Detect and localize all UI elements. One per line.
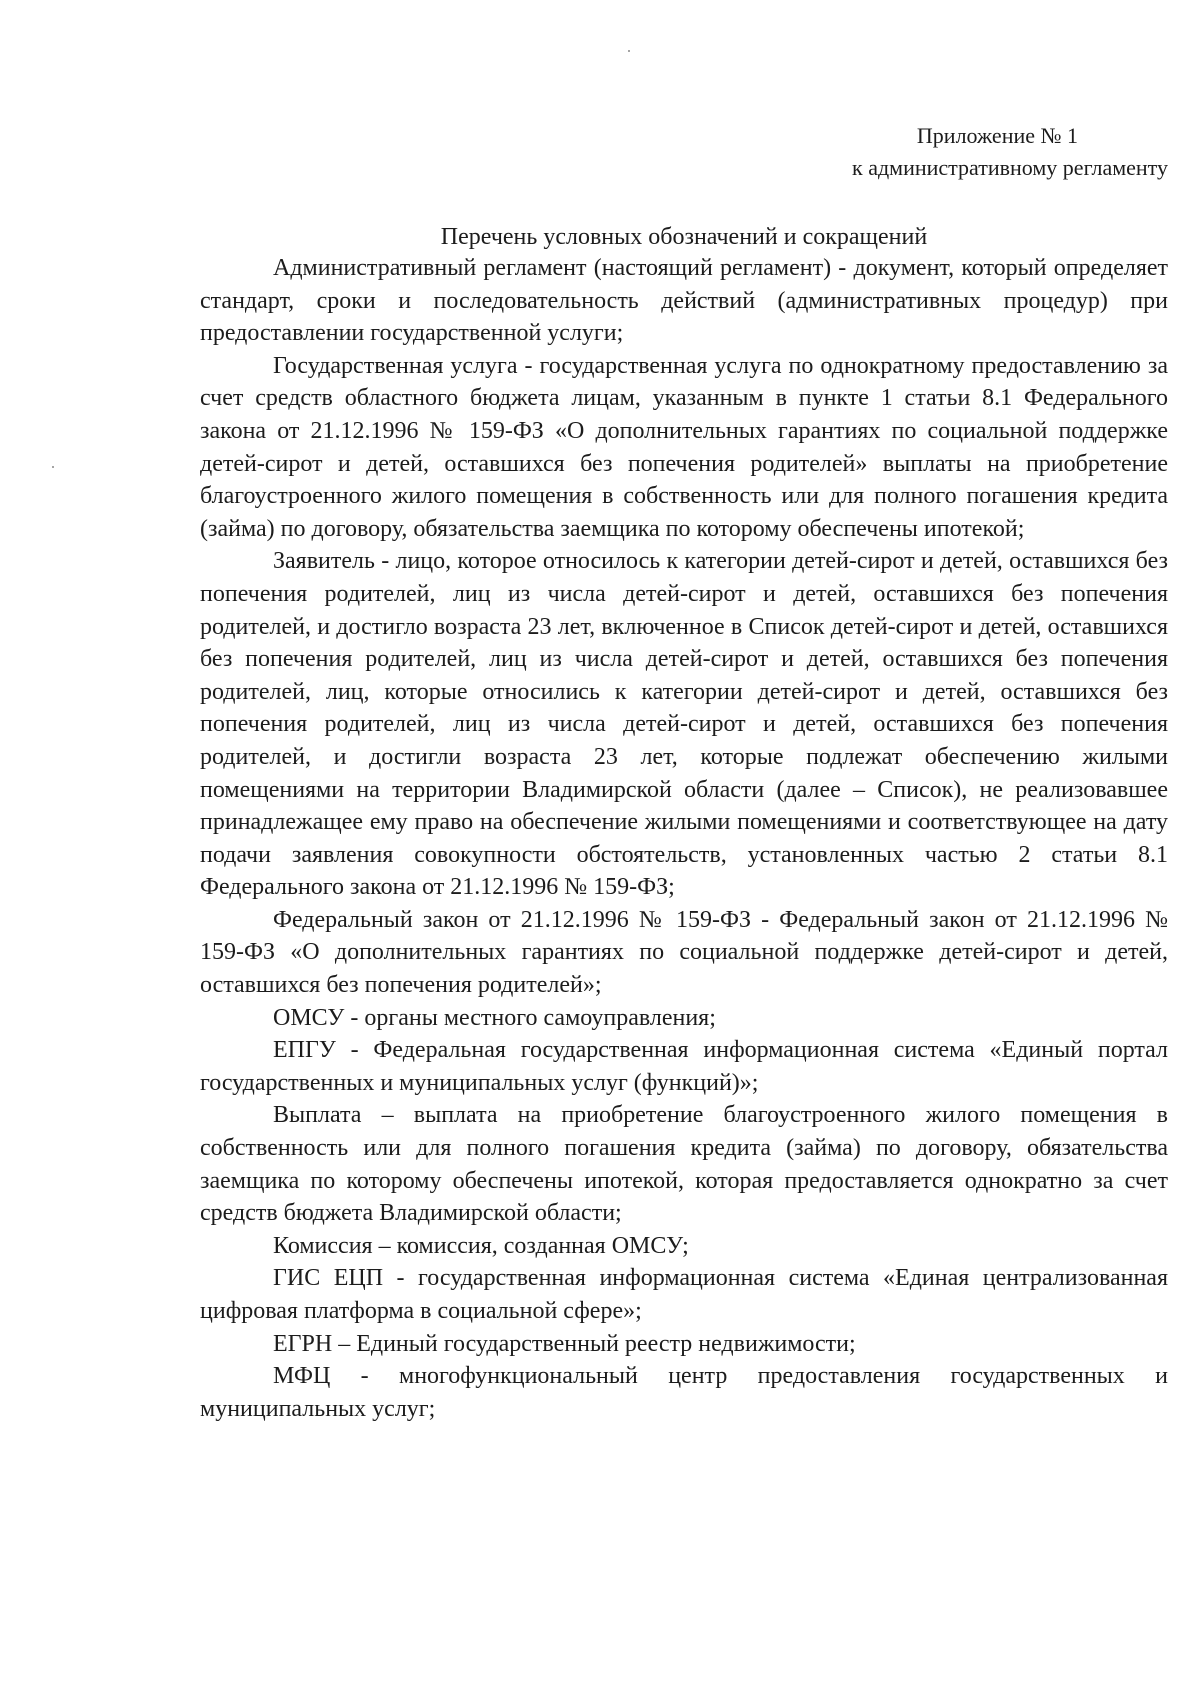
definition-omsu: ОМСУ - органы местного самоуправления; [273, 1004, 716, 1031]
definition-federal-law: Федеральный закон от 21.12.1996 № 159-ФЗ - Федеральный закон от 21.12.1996 № 159-ФЗ «О дополнительных гарантиях по социальной поддержке детей-сирот и детей, оставшихся без попечения родителей»; [200, 906, 1168, 999]
definition-epgu: ЕПГУ - Федеральная государственная информационная система «Единый портал государственных и муниципальных услуг (функций)»; [200, 1037, 1168, 1096]
page-title: Перечень условных обозначений и сокращений [440, 224, 928, 250]
scan-speck [628, 50, 630, 52]
document-body [200, 252, 1168, 1425]
definition-commission: Комиссия – комиссия, созданная ОМСУ; [273, 1232, 689, 1259]
scan-speck [52, 466, 54, 468]
definition-state-service: Государственная услуга - государственная услуга по однократному предоставлению за счет средств областного бюджета лицам, указанным в пункте 1 статьи 8.1 Федерального закона от 21.12.1996 № 159-ФЗ «О дополнительных гарантиях по социальной поддержке детей-сирот и детей, оставшихся без попечения родителей» выплаты на приобретение благоустроенного жилого помещения в собственность или для полного погашения кредита (займа) по договору, обязательства заемщика по которому обеспечены ипотекой; [200, 352, 1168, 542]
definition-applicant: Заявитель - лицо, которое относилось к категории детей-сирот и детей, оставшихся без попечения родителей, лиц из числа детей-сирот и детей, оставшихся без попечения родителей, и достигло возраста 23 лет, включенное в Список детей-сирот и детей, оставшихся без попечения родителей, лиц из числа детей-сирот и детей, оставшихся без попечения родителей, лиц, которые относились к категории детей-сирот и детей, оставшихся без попечения родителей, лиц из числа детей-сирот и детей, оставшихся без попечения родителей, и достигли возраста 23 лет, которые подлежат обеспечению жилыми помещениями на территории Владимирской области (далее – Список), не реализовавшее принадлежащее ему право на обеспечение жилыми помещениями и соответствующее на дату подачи заявления совокупности обстоятельств, установленных частью 2 статьи 8.1 Федерального закона от 21.12.1996 № 159-ФЗ; [200, 548, 1168, 901]
definition-egrn: ЕГРН – Единый государственный реестр недвижимости; [273, 1330, 856, 1357]
appendix-reference: к административному регламенту [852, 155, 1168, 180]
definition-payment: Выплата – выплата на приобретение благоустроенного жилого помещения в собственность или для полного погашения кредита (займа) по договору, обязательства заемщика по которому обеспечены ипотекой, которая предоставляется однократно за счет средств бюджета Владимирской области; [200, 1102, 1168, 1227]
definition-mfc: МФЦ - многофункциональный центр предоставления государственных и муниципальных услуг; [200, 1363, 1168, 1422]
definition-gis-ecp: ГИС ЕЦП - государственная информационная система «Единая централизованная цифровая платформа в социальной сфере»; [200, 1265, 1168, 1324]
appendix-number: Приложение № 1 [916, 123, 1078, 148]
appendix-header [600, 120, 1168, 184]
definition-administrative-regulation: Административный регламент (настоящий регламент) - документ, который определяет стандарт, сроки и последовательность действий (административных процедур) при предоставлении государственной услуги; [200, 255, 1168, 347]
